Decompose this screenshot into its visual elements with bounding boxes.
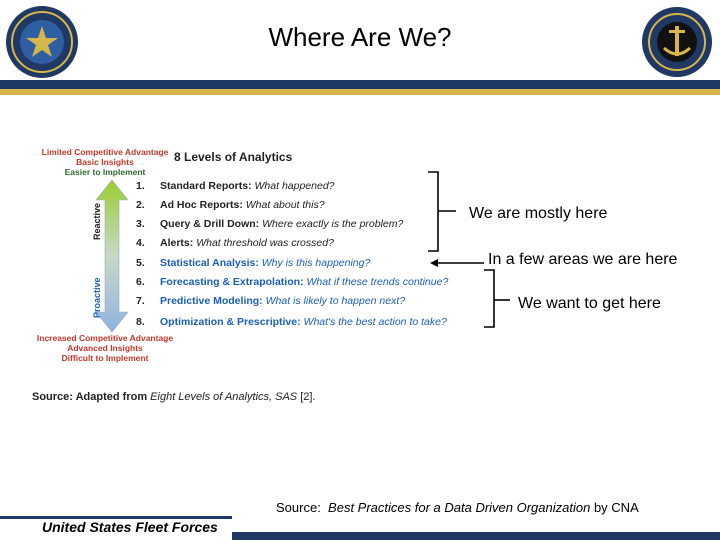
analytics-level-3: 3. Query & Drill Down: Where exactly is the problem? [136,218,404,230]
analytics-level-7: 7. Predictive Modeling: What is likely to happen next? [136,295,406,307]
footer-text: United States Fleet Forces [42,519,218,535]
figure-source-ref: [2] [300,391,313,403]
proactive-label: Proactive [92,277,102,318]
bottom-label-1: Increased Competitive Advantage [36,333,174,343]
slide-source-prefix: Source: [276,500,321,515]
reactive-label: Reactive [92,202,102,240]
slide-source-suffix: by CNA [593,500,639,515]
figure-title: 8 Levels of Analytics [174,150,293,164]
footer-navy-stripe [232,532,720,540]
bottom-label-3: Difficult to Implement [61,353,149,363]
analytics-level-5: 5. Statistical Analysis: Why is this happening? [136,257,371,269]
analytics-level-8: 8. Optimization & Prescriptive: What's the best action to take? [136,316,447,328]
slide-source [276,500,639,515]
analytics-level-4: 4. Alerts: What threshold was crossed? [136,237,334,249]
slide-title: Where Are We? [268,22,452,52]
top-label-1: Limited Competitive Advantage [41,147,169,157]
top-label-3: Easier to Implement [64,167,146,177]
bottom-label-2: Advanced Insights [67,343,143,353]
figure-source-prefix: Source: Adapted from [32,391,148,403]
slide-source-title: Best Practices for a Data Driven Organization [328,500,591,515]
analytics-level-6: 6. Forecasting & Extrapolation: What if these trends continue? [136,276,449,288]
callout-want-to-get: We want to get here [518,295,661,312]
figure-source-end: . [312,391,316,403]
callout-few-areas: In a few areas we are here [488,251,678,268]
analytics-level-1: 1. Standard Reports: What happened? [136,180,335,192]
analytics-level-2: 2. Ad Hoc Reports: What about this? [136,199,325,211]
callout-mostly-here: We are mostly here [469,205,608,222]
figure-source-title: Eight Levels of Analytics, SAS [150,391,298,403]
top-label-2: Basic Insights [76,157,134,167]
